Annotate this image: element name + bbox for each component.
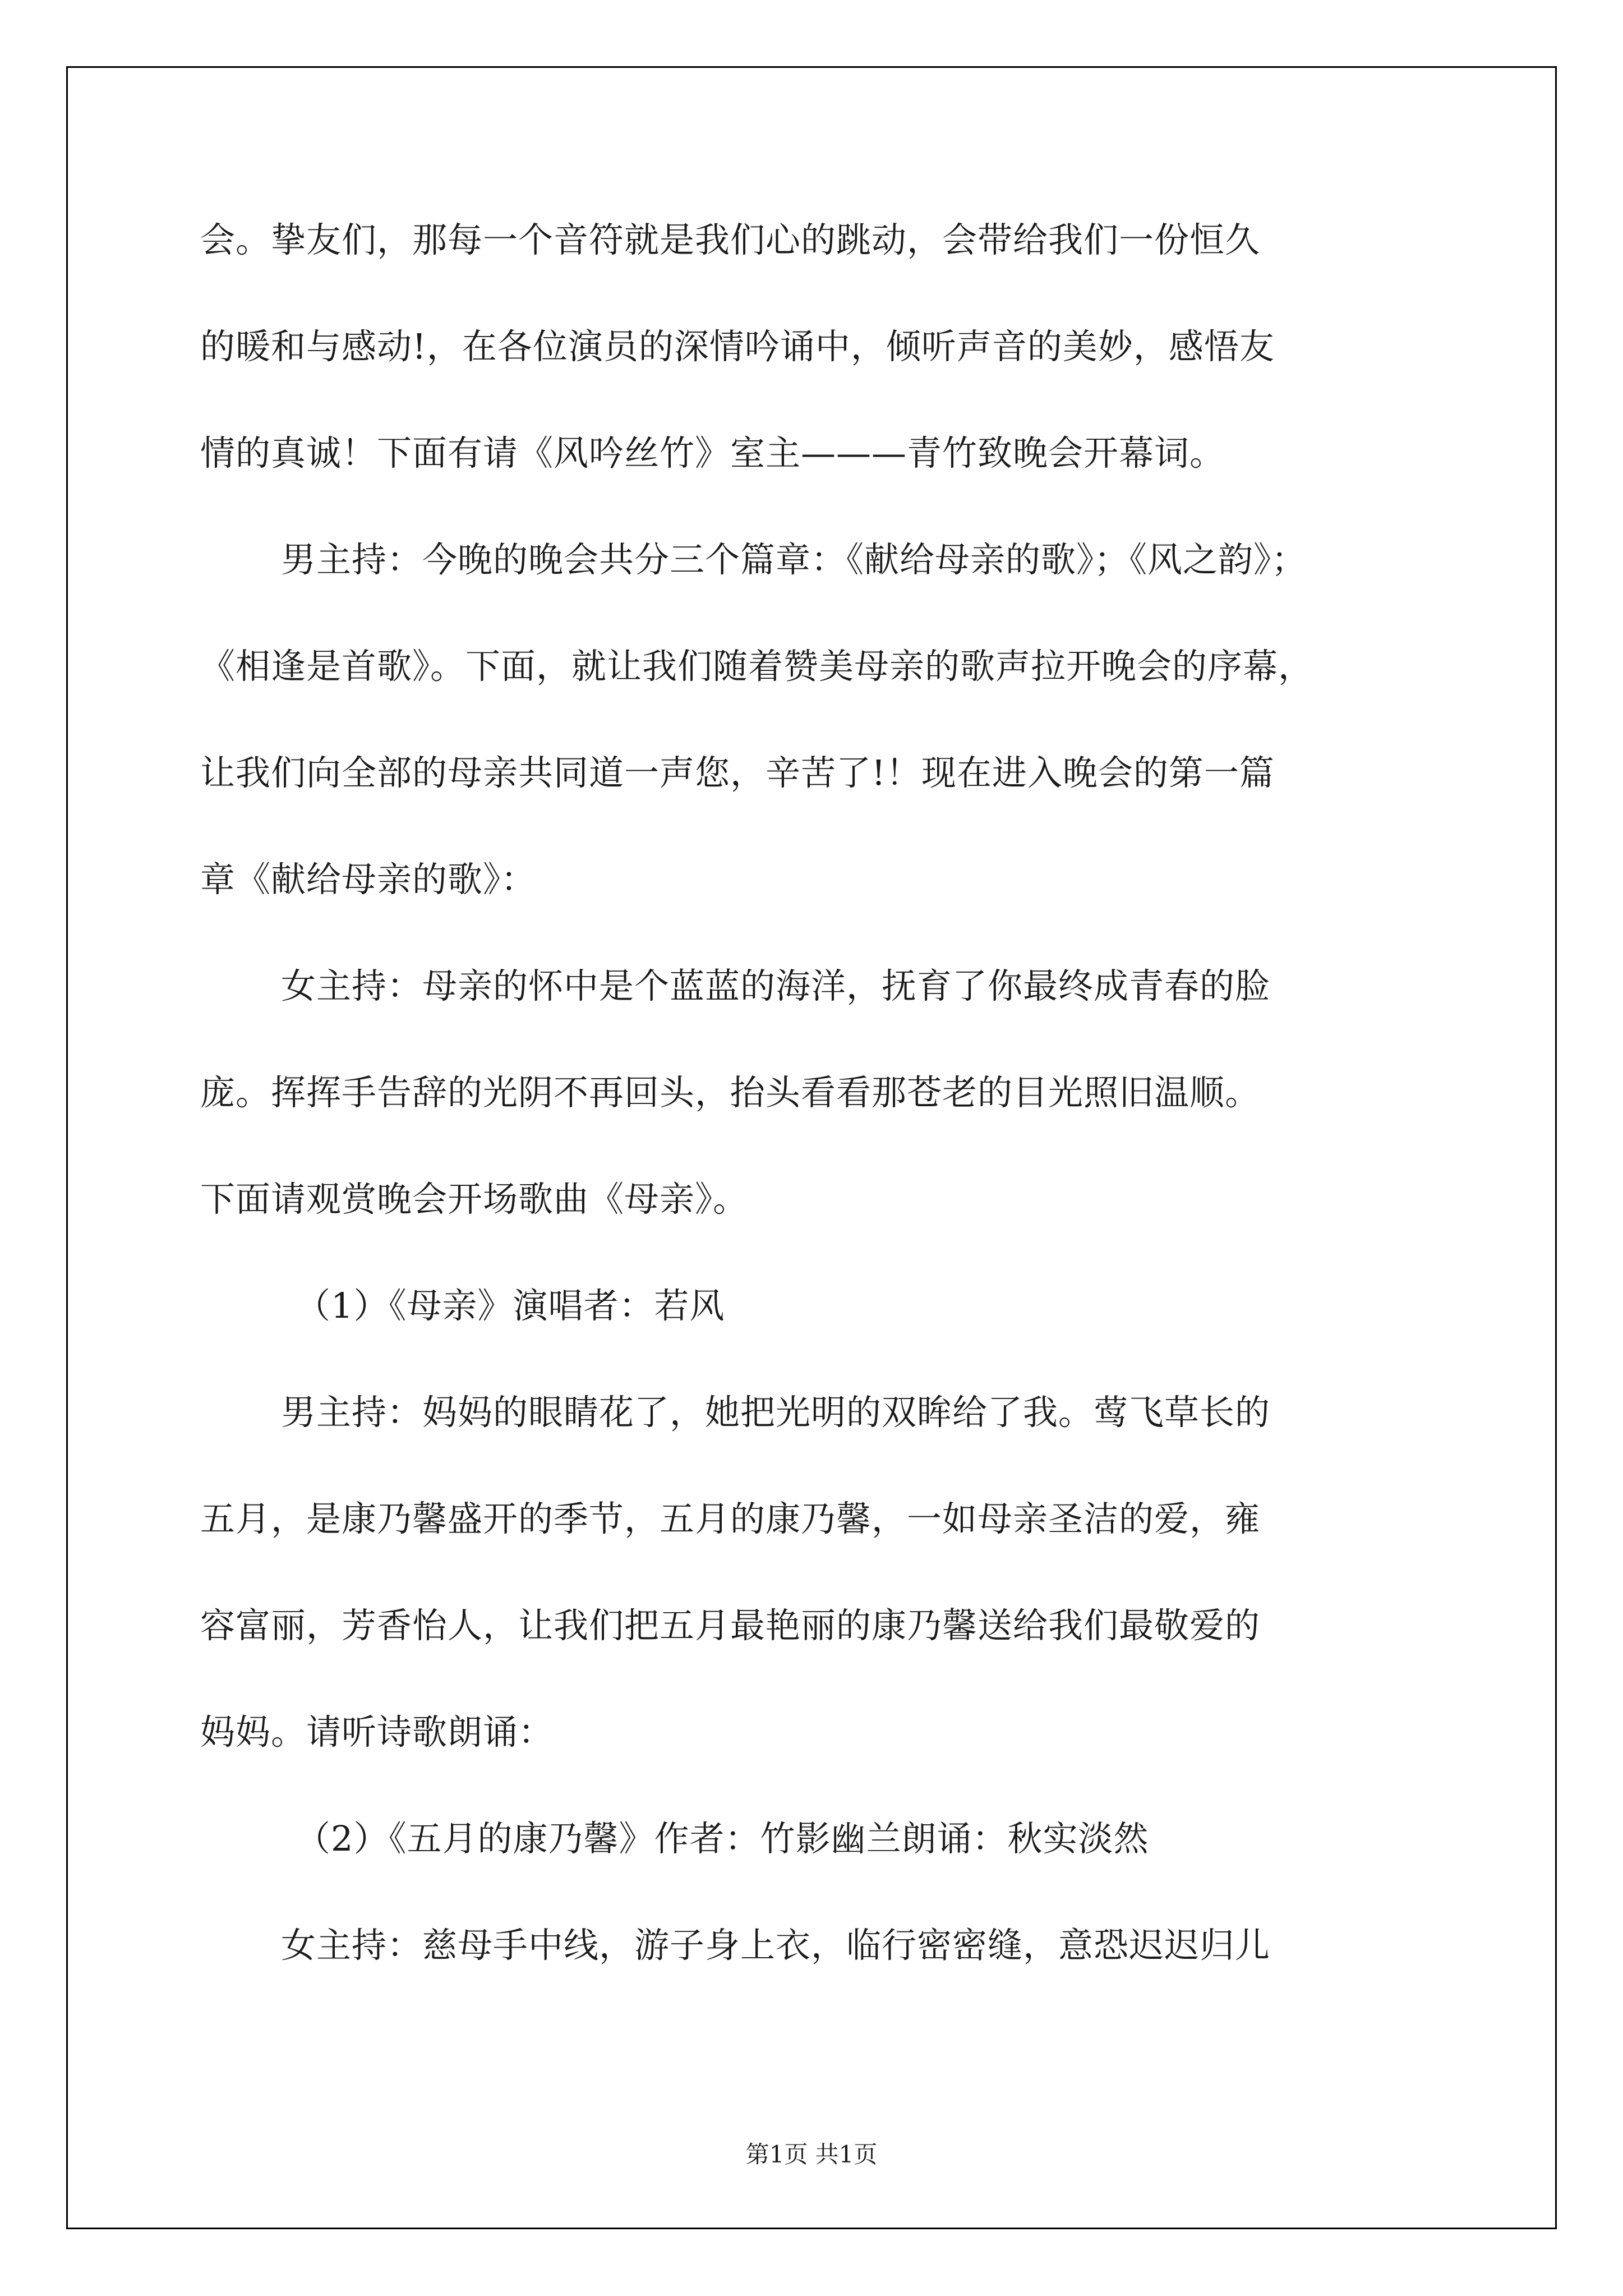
text-line: 情的真诚！下面有请《风吟丝竹》室主———青竹致晚会开幕词。 — [200, 432, 1225, 473]
text-line: 下面请观赏晚会开场歌曲《母亲》。 — [200, 1179, 749, 1220]
document-body — [200, 211, 1434, 2023]
text-line: 妈妈。请听诗歌朗诵： — [200, 1711, 554, 1752]
page-number: 第1页 共1页 — [745, 2141, 878, 2168]
text-line: 《相逢是首歌》。下面，就让我们随着赞美母亲的歌声拉开晚会的序幕， — [200, 646, 1314, 687]
text-line: 容富丽，芳香怡人，让我们把五月最艳丽的康乃馨送给我们最敬爱的 — [200, 1605, 1261, 1646]
text-line: 五月，是康乃馨盛开的季节，五月的康乃馨，一如母亲圣洁的爱，雍 — [200, 1498, 1261, 1539]
paragraph-start-line: 男主持：妈妈的眼睛花了，她把光明的双眸给了我。莺飞草长的 — [281, 1392, 1271, 1433]
text-line: 让我们向全部的母亲共同道一声您，辛苦了!！现在进入晚会的第一篇 — [200, 752, 1275, 793]
text-line: 庞。挥挥手告辞的光阴不再回头，抬头看看那苍老的目光照旧温顺。 — [200, 1072, 1261, 1113]
program-item: （1）《母亲》演唱者：若风 — [296, 1285, 725, 1326]
program-item: （2）《五月的康乃馨》作者：竹影幽兰朗诵：秋实淡然 — [296, 1818, 1149, 1859]
paragraph-start-line: 女主持：慈母手中线，游子身上衣，临行密密缝，意恐迟迟归儿 — [281, 1925, 1271, 1966]
text-line: 的暖和与感动!，在各位演员的深情吟诵中，倾听声音的美妙，感悟友 — [200, 326, 1275, 367]
text-line: 会。挚友们，那每一个音符就是我们心的跳动，会带给我们一份恒久 — [200, 219, 1261, 260]
paragraph-start-line: 男主持：今晚的晚会共分三个篇章：《献给母亲的歌》；《风之韵》； — [281, 539, 1307, 580]
paragraph-start-line: 女主持：母亲的怀中是个蓝蓝的海洋，抚育了你最终成青春的脸 — [281, 965, 1271, 1006]
text-line: 章《献给母亲的歌》： — [200, 859, 537, 900]
